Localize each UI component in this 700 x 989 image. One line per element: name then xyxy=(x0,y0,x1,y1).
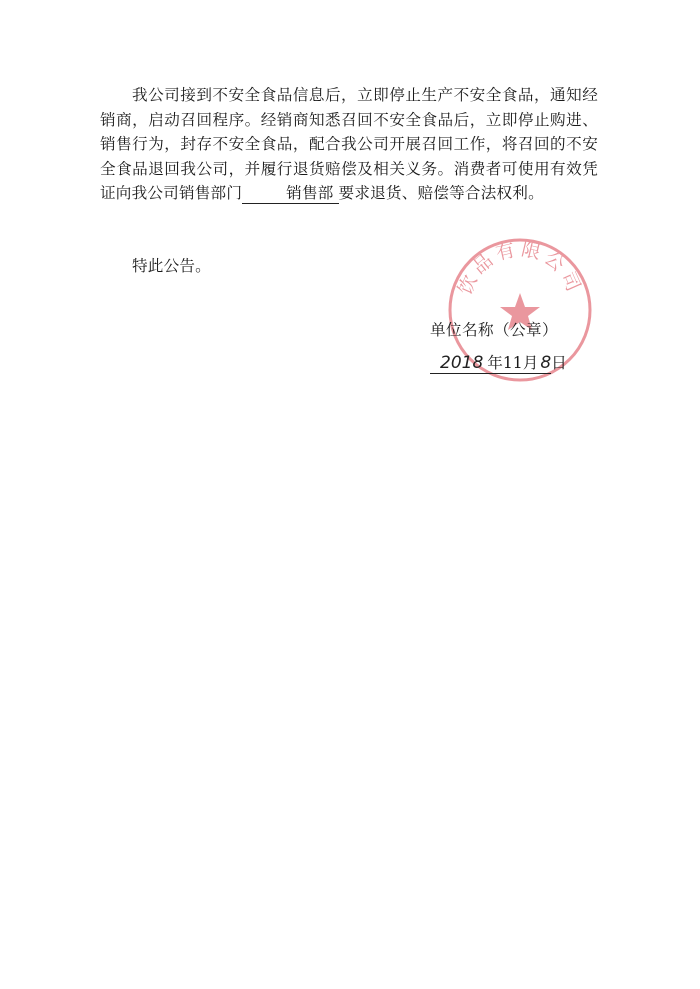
date-year-unit: 年 xyxy=(487,354,503,372)
date-day: 8 xyxy=(540,353,552,373)
date-month: 11 xyxy=(502,354,523,372)
signature-date xyxy=(430,351,567,374)
body-text-before: 我公司接到不安全食品信息后，立即停止生产不安全食品，通知经销商，启动召回程序。经销商知悉召回不安全食品后，立即停止购进、销售行为，封存不安全食品，配合我公司开展召回工作，将召回的不安全食品退回我公司，并履行退货赔偿及相关义务。消费者可使用有效凭证向我公司销售部门 xyxy=(100,86,598,202)
signature-entity-label: 单位名称（公章） xyxy=(430,321,558,339)
date-day-unit: 日 xyxy=(551,354,567,372)
department-fill-in: 销售部 xyxy=(242,184,338,204)
body-text-after: 要求退货、赔偿等合法权利。 xyxy=(338,184,544,202)
notice-body-paragraph xyxy=(100,83,598,206)
seal-arc-text: 饮品有限公司 xyxy=(454,238,586,299)
date-month-unit: 月 xyxy=(522,354,539,372)
closing-line: 特此公告。 xyxy=(132,257,211,275)
date-year: 2018 xyxy=(430,354,487,374)
